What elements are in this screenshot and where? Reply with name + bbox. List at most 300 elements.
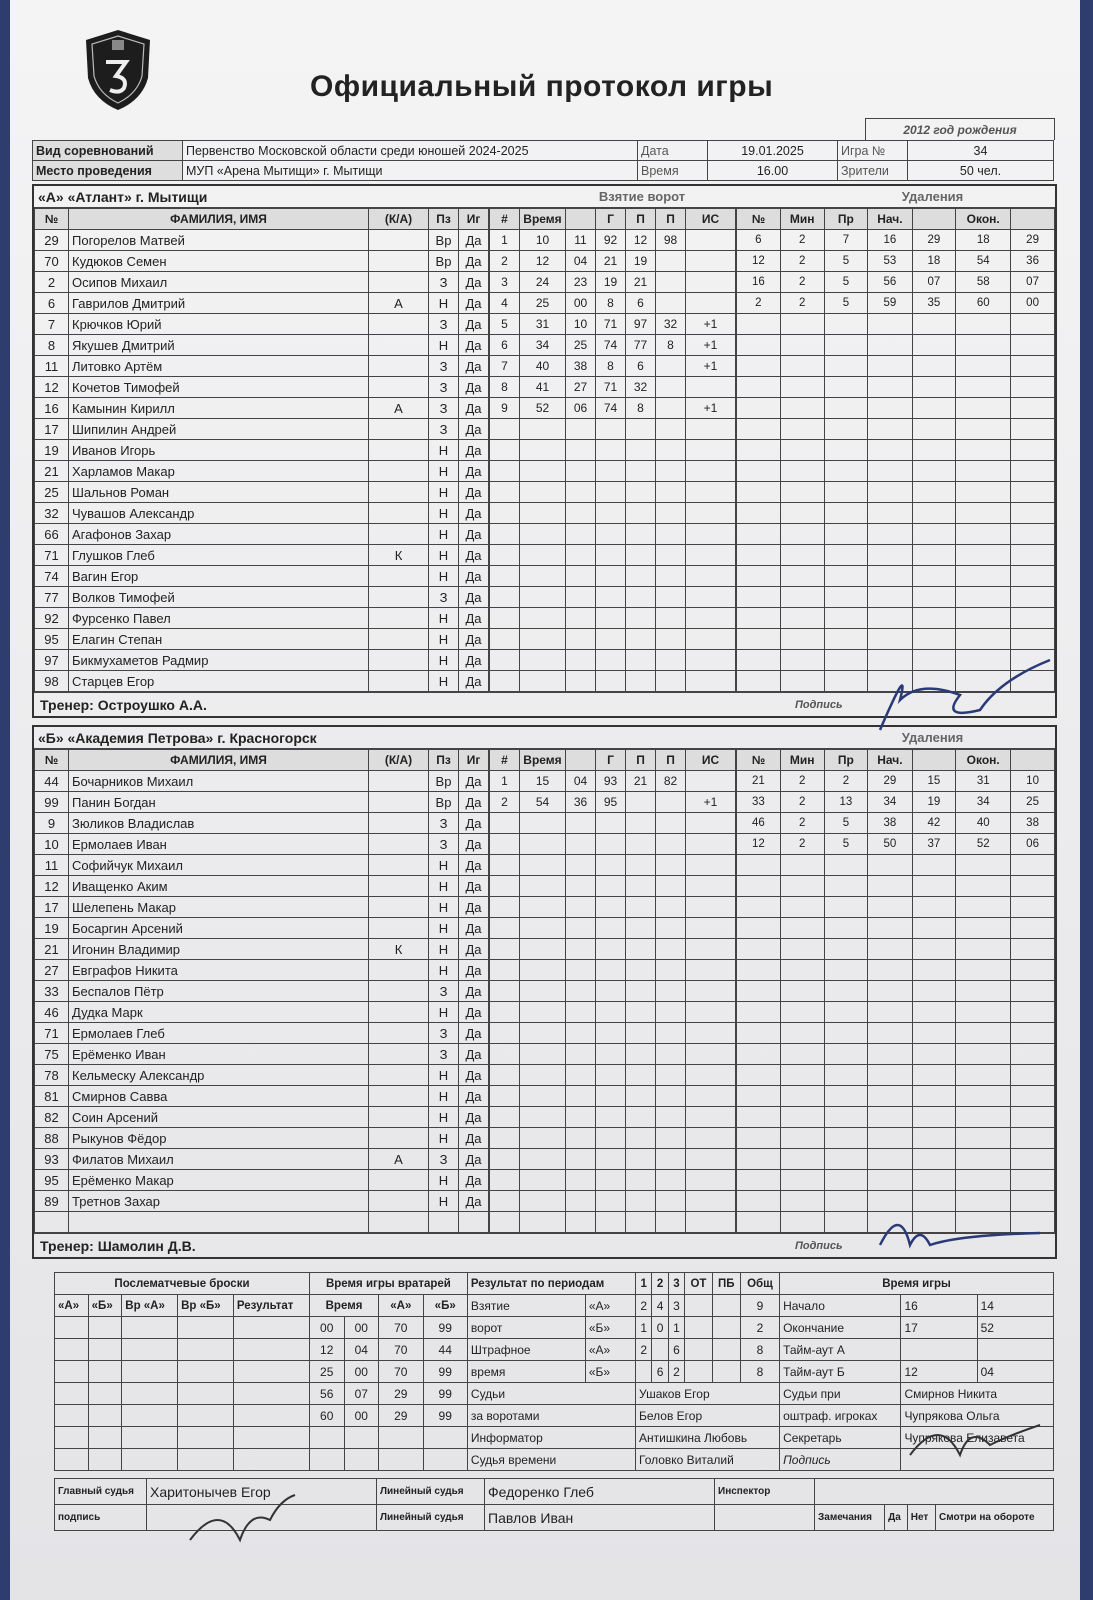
penalty-cell-5 [956, 855, 1011, 876]
goal-cell-1 [520, 1170, 566, 1191]
player-position: З [429, 356, 459, 377]
player-position: Н [429, 566, 459, 587]
goal-cell-2: 23 [566, 272, 596, 293]
goalie-time-cell: 60 [309, 1405, 344, 1427]
goalie-time-cell: 44 [423, 1339, 467, 1361]
penalty-cell-6: 10 [1011, 771, 1055, 792]
penalty-cell-0 [737, 1107, 781, 1128]
player-played: Да [459, 503, 489, 524]
penalty-cell-5 [956, 1170, 1011, 1191]
goal-cell-5 [656, 440, 686, 461]
penalty-cell-2 [824, 314, 868, 335]
goal-cell-1 [520, 813, 566, 834]
goal-cell-0 [490, 440, 520, 461]
goal-cell-3 [596, 545, 626, 566]
goal-cell-2: 04 [566, 771, 596, 792]
player-position: З [429, 1023, 459, 1044]
penalty-cell-1 [780, 1212, 824, 1233]
team-a-section [32, 184, 1057, 718]
penalty-cell-1: 2 [780, 834, 824, 855]
penalty-cell-1 [780, 1086, 824, 1107]
player-number: 66 [35, 524, 69, 545]
player-row [35, 482, 489, 503]
goals-col-header-1: Время [520, 750, 566, 771]
pen-col-header-1: Мин [780, 209, 824, 230]
goal-cell-5 [656, 813, 686, 834]
goal-cell-6 [686, 608, 736, 629]
goal-cell-2 [566, 566, 596, 587]
goal-cell-4 [626, 650, 656, 671]
player-played: Да [459, 440, 489, 461]
goal-cell-3 [596, 503, 626, 524]
penalty-row [737, 855, 1055, 876]
timeout-b-label: Тайм-аут Б [780, 1361, 901, 1383]
penalty-cell-2 [824, 1128, 868, 1149]
player-played: Да [459, 918, 489, 939]
timeout-b-mm: 04 [977, 1361, 1053, 1383]
team-b-penalties-table [736, 749, 1055, 1233]
goal-cell-0: 8 [490, 377, 520, 398]
penalty-cell-5 [956, 314, 1011, 335]
goal-cell-2 [566, 855, 596, 876]
penalty-cell-0 [737, 650, 781, 671]
penalty-cell-5 [956, 356, 1011, 377]
penalty-cell-6 [1011, 876, 1055, 897]
goal-cell-5 [656, 671, 686, 692]
player-position: Вр [429, 792, 459, 813]
team-a-coach: Тренер: Остроушко А.А. [40, 696, 207, 713]
pen-col-header-1: Мин [780, 750, 824, 771]
penalty-cell-0: 6 [737, 230, 781, 251]
penalty-cell-1 [780, 960, 824, 981]
player-position: Н [429, 1191, 459, 1212]
period-pim-b-2: 2 [668, 1361, 684, 1383]
goal-cell-3 [596, 813, 626, 834]
goal-cell-5 [656, 650, 686, 671]
player-number: 70 [35, 251, 69, 272]
goal-cell-2 [566, 461, 596, 482]
goal-cell-2 [566, 587, 596, 608]
goal-cell-6 [686, 545, 736, 566]
goal-cell-1 [520, 587, 566, 608]
goal-cell-4 [626, 1170, 656, 1191]
goal-cell-6 [686, 524, 736, 545]
penalty-cell-2 [824, 461, 868, 482]
pen-col-header-0: № [737, 750, 781, 771]
goal-cell-6 [686, 272, 736, 293]
penalty-cell-4 [912, 314, 956, 335]
penalty-cell-4 [912, 503, 956, 524]
penalty-cell-4 [912, 419, 956, 440]
goal-cell-0 [490, 918, 520, 939]
player-played: Да [459, 813, 489, 834]
player-number: 95 [35, 1170, 69, 1191]
goal-cell-0: 2 [490, 792, 520, 813]
penalty-cell-1 [780, 545, 824, 566]
penalty-cell-3 [868, 1065, 912, 1086]
player-row [35, 272, 489, 293]
goal-row [490, 939, 736, 960]
penalty-cell-5: 31 [956, 771, 1011, 792]
goal-cell-3 [596, 1065, 626, 1086]
player-number: 19 [35, 440, 69, 461]
penalty-judge-2: Чупрякова Ольга [901, 1405, 1054, 1427]
penalty-row [737, 398, 1055, 419]
penalty-cell-0 [737, 335, 781, 356]
goal-row [490, 1149, 736, 1170]
remarks-yes[interactable]: Да [885, 1505, 908, 1531]
goal-cell-0 [490, 608, 520, 629]
goal-cell-1: 34 [520, 335, 566, 356]
goalie-time-cell: 29 [379, 1405, 423, 1427]
player-name: Ермолаев Глеб [69, 1023, 369, 1044]
period-goals-a-4 [712, 1295, 740, 1317]
player-row [35, 834, 489, 855]
period-goals-b-0: 1 [636, 1317, 652, 1339]
player-name: Смирнов Савва [69, 1086, 369, 1107]
penalty-cell-6 [1011, 377, 1055, 398]
goal-row [490, 813, 736, 834]
goal-cell-3 [596, 1212, 626, 1233]
goal-cell-6 [686, 1086, 736, 1107]
penalty-cell-6 [1011, 545, 1055, 566]
player-name: Софийчук Михаил [69, 855, 369, 876]
col-header-position: Пз [429, 750, 459, 771]
goal-cell-2 [566, 1149, 596, 1170]
penalty-cell-2 [824, 960, 868, 981]
period-goals-a-5: 9 [740, 1295, 779, 1317]
goal-cell-6 [686, 503, 736, 524]
goal-cell-1 [520, 461, 566, 482]
team-a-title: «А» «Атлант» г. Мытищи [38, 188, 208, 205]
penalty-cell-4 [912, 1149, 956, 1170]
goal-cell-0: 1 [490, 230, 520, 251]
player-played: Да [459, 230, 489, 251]
penalty-cell-5 [956, 1107, 1011, 1128]
goal-cell-5 [656, 272, 686, 293]
period-col-2: 2 [652, 1273, 668, 1295]
penalty-cell-4 [912, 855, 956, 876]
pen-col-header-0: № [737, 209, 781, 230]
goal-cell-6 [686, 650, 736, 671]
player-played: Да [459, 545, 489, 566]
penalty-cell-2: 5 [824, 293, 868, 314]
goal-cell-0 [490, 960, 520, 981]
goal-cell-0: 5 [490, 314, 520, 335]
player-name: Гаврилов Дмитрий [69, 293, 369, 314]
goal-cell-4: 6 [626, 356, 656, 377]
goalie-time-cell: 70 [379, 1361, 423, 1383]
penalty-row [737, 1149, 1055, 1170]
player-position: Н [429, 1002, 459, 1023]
penalty-cell-2 [824, 1107, 868, 1128]
player-row [35, 629, 489, 650]
penalty-cell-2 [824, 876, 868, 897]
player-name: Третнов Захар [69, 1191, 369, 1212]
penalty-cell-5 [956, 524, 1011, 545]
goal-cell-4: 21 [626, 272, 656, 293]
period-pim-a-0: 2 [636, 1339, 652, 1361]
penalty-cell-1 [780, 377, 824, 398]
player-number: 12 [35, 876, 69, 897]
player-played: Да [459, 251, 489, 272]
player-row [35, 897, 489, 918]
player-row [35, 356, 489, 377]
penalty-cell-6 [1011, 1065, 1055, 1086]
penalty-cell-2 [824, 1149, 868, 1170]
goal-cell-2: 11 [566, 230, 596, 251]
goal-cell-6 [686, 834, 736, 855]
player-row [35, 981, 489, 1002]
penalty-cell-5 [956, 960, 1011, 981]
goal-cell-4 [626, 1107, 656, 1128]
goalie-time-cell: 25 [309, 1361, 344, 1383]
penalty-cell-1 [780, 1044, 824, 1065]
player-captain-mark [369, 1002, 429, 1023]
penalty-cell-6: 00 [1011, 293, 1055, 314]
goal-cell-2: 25 [566, 335, 596, 356]
period-col-1: 1 [636, 1273, 652, 1295]
penalty-cell-4 [912, 587, 956, 608]
pen-col-header-2: Пр [824, 209, 868, 230]
penalty-cell-2 [824, 545, 868, 566]
period-pim-a-1 [652, 1339, 668, 1361]
player-name: Ерёменко Иван [69, 1044, 369, 1065]
penalty-row [737, 251, 1055, 272]
penalty-row [737, 1086, 1055, 1107]
penalty-cell-2 [824, 918, 868, 939]
penalty-cell-2 [824, 587, 868, 608]
pen-col-header-6 [1011, 209, 1055, 230]
player-number: 2 [35, 272, 69, 293]
goal-cell-3 [596, 671, 626, 692]
player-name [69, 1212, 369, 1233]
goal-cell-5 [656, 1191, 686, 1212]
penalty-cell-2 [824, 1212, 868, 1233]
col-header-played: Иг [459, 750, 489, 771]
player-position: З [429, 1044, 459, 1065]
time-label: Время [638, 161, 708, 181]
player-number: 89 [35, 1191, 69, 1212]
remarks-see-back: Смотри на обороте [936, 1505, 1054, 1531]
player-name: Вагин Егор [69, 566, 369, 587]
goal-row [490, 503, 736, 524]
pim-team-b-tag: «Б» [585, 1361, 635, 1383]
penalty-cell-6: 29 [1011, 230, 1055, 251]
penalty-cell-2: 7 [824, 230, 868, 251]
player-position: З [429, 398, 459, 419]
goal-cell-4: 32 [626, 377, 656, 398]
penalty-cell-5: 18 [956, 230, 1011, 251]
penalty-cell-3 [868, 918, 912, 939]
goal-cell-3 [596, 960, 626, 981]
goal-cell-6 [686, 1044, 736, 1065]
penalty-cell-6 [1011, 398, 1055, 419]
penalty-cell-6 [1011, 1149, 1055, 1170]
penalty-cell-1 [780, 1170, 824, 1191]
goals-col-header-0: # [490, 750, 520, 771]
goals-col-header-6: ИС [686, 209, 736, 230]
penalty-cell-0 [737, 981, 781, 1002]
team-b-roster-table [34, 749, 489, 1233]
timeout-a-hh [901, 1339, 977, 1361]
penalty-cell-2 [824, 398, 868, 419]
penalty-cell-0 [737, 629, 781, 650]
goal-cell-0: 2 [490, 251, 520, 272]
goal-cell-0 [490, 461, 520, 482]
player-name: Евграфов Никита [69, 960, 369, 981]
penalty-cell-5 [956, 1065, 1011, 1086]
penalty-cell-3 [868, 482, 912, 503]
player-played: Да [459, 1065, 489, 1086]
goal-cell-5 [656, 855, 686, 876]
goal-cell-5 [656, 608, 686, 629]
penalty-cell-0 [737, 461, 781, 482]
penalty-cell-5: 60 [956, 293, 1011, 314]
penalty-cell-0 [737, 1212, 781, 1233]
player-position: Н [429, 440, 459, 461]
player-row [35, 524, 489, 545]
player-row [35, 545, 489, 566]
goal-cell-5 [656, 566, 686, 587]
player-captain-mark [369, 813, 429, 834]
player-played: Да [459, 629, 489, 650]
player-position: Н [429, 1128, 459, 1149]
period-pim-b-1: 6 [652, 1361, 668, 1383]
goal-cell-3: 74 [596, 398, 626, 419]
goal-cell-1: 24 [520, 272, 566, 293]
goal-cell-0 [490, 1212, 520, 1233]
player-row [35, 1170, 489, 1191]
player-row [35, 792, 489, 813]
penalty-cell-2 [824, 981, 868, 1002]
player-played: Да [459, 834, 489, 855]
goal-cell-6 [686, 981, 736, 1002]
goal-cell-5 [656, 293, 686, 314]
penalty-cell-4 [912, 960, 956, 981]
player-captain-mark [369, 981, 429, 1002]
goal-cell-2 [566, 918, 596, 939]
remarks-label: Замечания [815, 1505, 885, 1531]
birth-year-label: 2012 год рождения [865, 118, 1055, 140]
penalty-cell-1 [780, 314, 824, 335]
player-name: Литовко Артём [69, 356, 369, 377]
goal-cell-3 [596, 876, 626, 897]
penalty-cell-1: 2 [780, 771, 824, 792]
player-captain-mark [369, 251, 429, 272]
player-captain-mark [369, 314, 429, 335]
penalty-cell-5: 58 [956, 272, 1011, 293]
game-time-title: Время игры [780, 1273, 1054, 1295]
penalty-cell-5 [956, 419, 1011, 440]
timeout-a-mm [977, 1339, 1053, 1361]
player-row [35, 1191, 489, 1212]
penalty-cell-5 [956, 482, 1011, 503]
player-captain-mark [369, 503, 429, 524]
player-name: Елагин Степан [69, 629, 369, 650]
player-row [35, 503, 489, 524]
penalty-cell-4: 19 [912, 792, 956, 813]
goal-cell-6 [686, 939, 736, 960]
player-row [35, 1128, 489, 1149]
penalty-cell-6 [1011, 419, 1055, 440]
player-position: Н [429, 608, 459, 629]
pim-team-a-tag: «А» [585, 1339, 635, 1361]
player-position: Н [429, 1065, 459, 1086]
player-position: Н [429, 939, 459, 960]
penalty-cell-6 [1011, 461, 1055, 482]
goal-cell-2 [566, 1191, 596, 1212]
team-b-sign-label: Подпись [795, 1239, 843, 1252]
penalty-cell-6: 06 [1011, 834, 1055, 855]
goal-cell-0 [490, 834, 520, 855]
player-position: Н [429, 671, 459, 692]
penalty-cell-3 [868, 960, 912, 981]
goal-row [490, 855, 736, 876]
goal-cell-6 [686, 671, 736, 692]
period-pim-b-0 [636, 1361, 652, 1383]
player-name: Рыкунов Фёдор [69, 1128, 369, 1149]
penalty-cell-2 [824, 440, 868, 461]
col-header-number: № [35, 750, 69, 771]
penalty-cell-5 [956, 1044, 1011, 1065]
goals-col-header-2 [566, 209, 596, 230]
player-captain-mark [369, 897, 429, 918]
player-number: 29 [35, 230, 69, 251]
goal-cell-2 [566, 960, 596, 981]
player-captain-mark [369, 1191, 429, 1212]
team-a-penalties-title: Удаления [901, 189, 964, 204]
goal-row [490, 566, 736, 587]
goal-cell-5 [656, 419, 686, 440]
remarks-no[interactable]: Нет [907, 1505, 935, 1531]
goal-cell-5 [656, 1107, 686, 1128]
goal-cell-4 [626, 629, 656, 650]
player-number: 92 [35, 608, 69, 629]
player-captain-mark [369, 1128, 429, 1149]
goal-cell-4 [626, 918, 656, 939]
penalty-cell-2 [824, 855, 868, 876]
penalty-cell-3 [868, 1128, 912, 1149]
penalty-cell-6 [1011, 981, 1055, 1002]
player-played: Да [459, 335, 489, 356]
goal-cell-4 [626, 587, 656, 608]
penalty-cell-6 [1011, 855, 1055, 876]
player-name: Фурсенко Павел [69, 608, 369, 629]
pen-col-header-4 [912, 209, 956, 230]
player-played: Да [459, 272, 489, 293]
penalty-cell-0 [737, 587, 781, 608]
player-number: 44 [35, 771, 69, 792]
goal-row [490, 419, 736, 440]
goal-cell-2 [566, 1065, 596, 1086]
goal-cell-6 [686, 771, 736, 792]
goal-row [490, 1128, 736, 1149]
goal-cell-6 [686, 1149, 736, 1170]
goal-cell-5 [656, 1002, 686, 1023]
player-captain-mark [369, 1065, 429, 1086]
goals-col-header-0: # [490, 209, 520, 230]
penalty-cell-3 [868, 1107, 912, 1128]
penalty-cell-5 [956, 335, 1011, 356]
penalty-cell-0 [737, 939, 781, 960]
team-b-penalties-title: Удаления [901, 730, 964, 745]
goal-cell-0 [490, 1023, 520, 1044]
goal-cell-6 [686, 251, 736, 272]
goal-cell-6 [686, 230, 736, 251]
player-played [459, 1212, 489, 1233]
penalty-cell-6 [1011, 503, 1055, 524]
